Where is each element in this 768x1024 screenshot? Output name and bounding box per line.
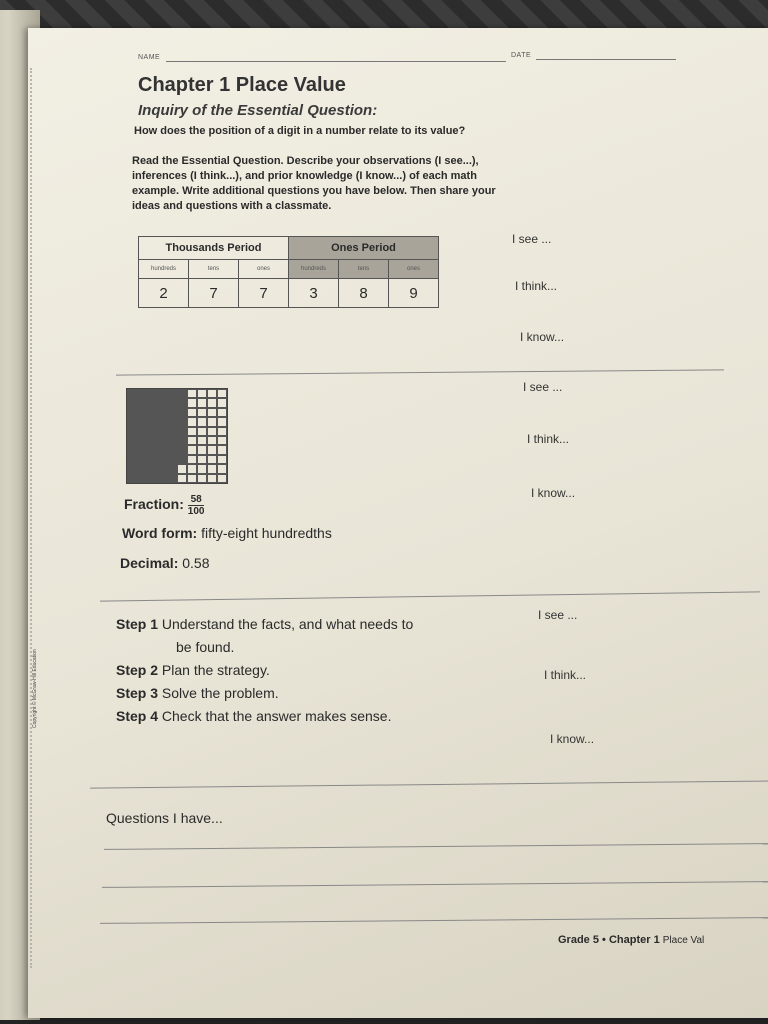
grid-square xyxy=(207,474,217,483)
digit-cell: 2 xyxy=(139,279,189,308)
grid-square xyxy=(167,398,177,407)
footer-subject: Place Val xyxy=(662,935,705,946)
grid-square xyxy=(157,389,167,398)
grid-square xyxy=(217,436,227,445)
grid-square xyxy=(187,389,197,398)
grid-square xyxy=(207,464,217,473)
grid-square xyxy=(197,474,207,483)
word-form-row xyxy=(122,525,332,541)
digit-cell: 8 xyxy=(339,279,389,308)
i-think-label: I think... xyxy=(527,432,570,446)
grid-square xyxy=(187,417,197,426)
grid-square xyxy=(187,436,197,445)
step-text: Plan the strategy. xyxy=(161,662,270,678)
decimal-value: 0.58 xyxy=(182,555,210,571)
step-item xyxy=(116,682,516,705)
footer-grade: Grade 5 xyxy=(558,934,599,946)
instructions-line: example. Write additional questions you have below. Then share your xyxy=(132,185,496,197)
instructions-line: ideas and questions with a classmate. xyxy=(132,200,332,212)
i-see-label: I see ... xyxy=(538,608,578,622)
grid-square xyxy=(187,464,197,473)
digit-cell: 9 xyxy=(389,279,439,308)
page-title: Chapter 1 Place Value xyxy=(138,74,346,96)
grid-square xyxy=(167,417,177,426)
i-know-label: I know... xyxy=(531,486,576,500)
grid-square xyxy=(127,408,137,417)
grid-square xyxy=(217,398,227,407)
grid-square xyxy=(217,408,227,417)
grid-square xyxy=(137,436,147,445)
worksheet-page xyxy=(28,28,768,1018)
instructions xyxy=(132,154,622,214)
grid-square xyxy=(127,445,137,454)
grid-square xyxy=(197,398,207,407)
thousands-period-header: Thousands Period xyxy=(139,237,289,260)
grid-square xyxy=(177,417,187,426)
grid-square xyxy=(177,455,187,464)
grid-square xyxy=(197,464,207,473)
step-label: Step 4 xyxy=(116,708,159,724)
grid-square xyxy=(207,389,217,398)
grid-square xyxy=(177,464,187,473)
grid-square xyxy=(167,436,177,445)
answer-line[interactable] xyxy=(102,881,768,888)
grid-square xyxy=(137,389,147,398)
grid-square xyxy=(177,474,187,483)
grid-square xyxy=(197,455,207,464)
grid-square xyxy=(217,445,227,454)
grid-square xyxy=(207,436,217,445)
grid-square xyxy=(127,474,137,483)
page-footer xyxy=(558,934,704,946)
grid-square xyxy=(157,436,167,445)
column-header: tens xyxy=(189,260,239,279)
fraction-numerator: 58 xyxy=(188,494,205,506)
grid-square xyxy=(217,464,227,473)
grid-square xyxy=(157,408,167,417)
grid-square xyxy=(197,417,207,426)
grid-square xyxy=(217,417,227,426)
i-see-label: I see ... xyxy=(512,232,552,246)
grid-square xyxy=(127,464,137,473)
grid-square xyxy=(187,427,197,436)
grid-square xyxy=(147,398,157,407)
name-line[interactable] xyxy=(166,61,506,62)
step-item xyxy=(116,705,516,728)
grid-square xyxy=(157,464,167,473)
grid-square xyxy=(137,464,147,473)
grid-square xyxy=(137,455,147,464)
grid-square xyxy=(147,464,157,473)
column-header: ones xyxy=(239,260,289,279)
grid-square xyxy=(207,408,217,417)
copyright-notice: Copyright © McGraw-Hill Education xyxy=(32,649,38,728)
column-header: hundreds xyxy=(139,260,189,279)
grid-square xyxy=(177,436,187,445)
date-line[interactable] xyxy=(536,59,676,60)
place-value-table xyxy=(138,236,439,308)
i-think-label: I think... xyxy=(544,668,587,682)
decimal-row xyxy=(120,555,210,571)
grid-square xyxy=(147,455,157,464)
binding-edge xyxy=(30,68,32,968)
grid-square xyxy=(127,417,137,426)
step-item xyxy=(116,613,516,636)
grid-square xyxy=(177,427,187,436)
step-label: Step 2 xyxy=(116,662,159,678)
grid-square xyxy=(197,427,207,436)
grid-square xyxy=(137,408,147,417)
grid-square xyxy=(167,389,177,398)
grid-square xyxy=(167,445,177,454)
questions-label: Questions I have... xyxy=(106,810,223,826)
grid-square xyxy=(147,417,157,426)
grid-square xyxy=(137,427,147,436)
grid-square xyxy=(197,408,207,417)
i-know-label: I know... xyxy=(520,330,565,344)
decimal-label: Decimal: xyxy=(120,555,179,571)
grid-square xyxy=(177,398,187,407)
word-form-label: Word form: xyxy=(122,525,198,541)
section-divider xyxy=(116,369,724,375)
grid-square xyxy=(187,474,197,483)
essential-question: How does the position of a digit in a number relate to its value? xyxy=(134,125,466,137)
answer-line[interactable] xyxy=(100,917,768,924)
grid-square xyxy=(197,389,207,398)
problem-solving-steps xyxy=(116,613,516,728)
digit-cell: 7 xyxy=(239,279,289,308)
grid-square xyxy=(177,445,187,454)
grid-square xyxy=(217,427,227,436)
grid-square xyxy=(147,436,157,445)
step-text: Understand the facts, and what needs to xyxy=(161,616,414,632)
grid-square xyxy=(147,389,157,398)
grid-square xyxy=(147,427,157,436)
grid-square xyxy=(187,398,197,407)
grid-square xyxy=(217,455,227,464)
grid-square xyxy=(177,408,187,417)
grid-square xyxy=(157,398,167,407)
grid-square xyxy=(187,445,197,454)
grid-square xyxy=(207,398,217,407)
step-item-continued: be found. xyxy=(176,639,235,655)
step-text: Check that the answer makes sense. xyxy=(161,708,392,724)
grid-square xyxy=(217,474,227,483)
fraction-denominator: 100 xyxy=(187,506,205,517)
grid-square xyxy=(207,455,217,464)
grid-square xyxy=(147,445,157,454)
grid-square xyxy=(127,398,137,407)
grid-square xyxy=(207,417,217,426)
i-think-label: I think... xyxy=(515,279,558,293)
grid-square xyxy=(167,474,177,483)
grid-square xyxy=(167,464,177,473)
grid-square xyxy=(197,436,207,445)
section-divider xyxy=(90,780,768,788)
column-header: hundreds xyxy=(289,260,339,279)
ones-period-header: Ones Period xyxy=(289,237,439,260)
grid-square xyxy=(157,417,167,426)
grid-square xyxy=(137,445,147,454)
grid-square xyxy=(127,427,137,436)
page-subtitle: Inquiry of the Essential Question: xyxy=(138,102,378,119)
column-header: tens xyxy=(339,260,389,279)
grid-square xyxy=(127,389,137,398)
step-item xyxy=(116,659,516,682)
i-know-label: I know... xyxy=(550,732,595,746)
grid-square xyxy=(187,408,197,417)
step-label: Step 3 xyxy=(116,685,159,701)
date-label: DATE xyxy=(511,52,532,59)
section-divider xyxy=(100,591,760,601)
fraction-label: Fraction: xyxy=(124,496,184,513)
fraction-value xyxy=(188,494,205,517)
word-form-value: fifty-eight hundredths xyxy=(201,525,332,541)
grid-square xyxy=(157,455,167,464)
footer-separator: • xyxy=(602,934,606,946)
step-text: Solve the problem. xyxy=(161,685,279,701)
digit-cell: 7 xyxy=(189,279,239,308)
grid-square xyxy=(127,436,137,445)
hundredths-grid xyxy=(126,388,228,484)
grid-square xyxy=(167,427,177,436)
grid-square xyxy=(137,417,147,426)
grid-square xyxy=(137,474,147,483)
grid-square xyxy=(187,455,197,464)
instructions-line: Read the Essential Question. Describe your observations (I see...), xyxy=(132,155,479,167)
fraction-row xyxy=(124,494,204,517)
grid-square xyxy=(157,445,167,454)
grid-square xyxy=(217,389,227,398)
grid-square xyxy=(147,408,157,417)
i-see-label: I see ... xyxy=(523,380,563,394)
digit-cell: 3 xyxy=(289,279,339,308)
step-label: Step 1 xyxy=(116,616,159,632)
name-label: NAME xyxy=(138,54,161,61)
answer-line[interactable] xyxy=(104,843,768,850)
grid-square xyxy=(177,389,187,398)
grid-square xyxy=(207,427,217,436)
footer-chapter: Chapter 1 xyxy=(608,934,660,946)
grid-square xyxy=(207,445,217,454)
grid-square xyxy=(197,445,207,454)
grid-square xyxy=(167,455,177,464)
grid-square xyxy=(167,408,177,417)
grid-square xyxy=(157,474,167,483)
grid-square xyxy=(157,427,167,436)
grid-square xyxy=(147,474,157,483)
grid-square xyxy=(137,398,147,407)
grid-square xyxy=(127,455,137,464)
column-header: ones xyxy=(389,260,439,279)
instructions-line: inferences (I think...), and prior knowledge (I know...) of each math xyxy=(132,170,477,182)
